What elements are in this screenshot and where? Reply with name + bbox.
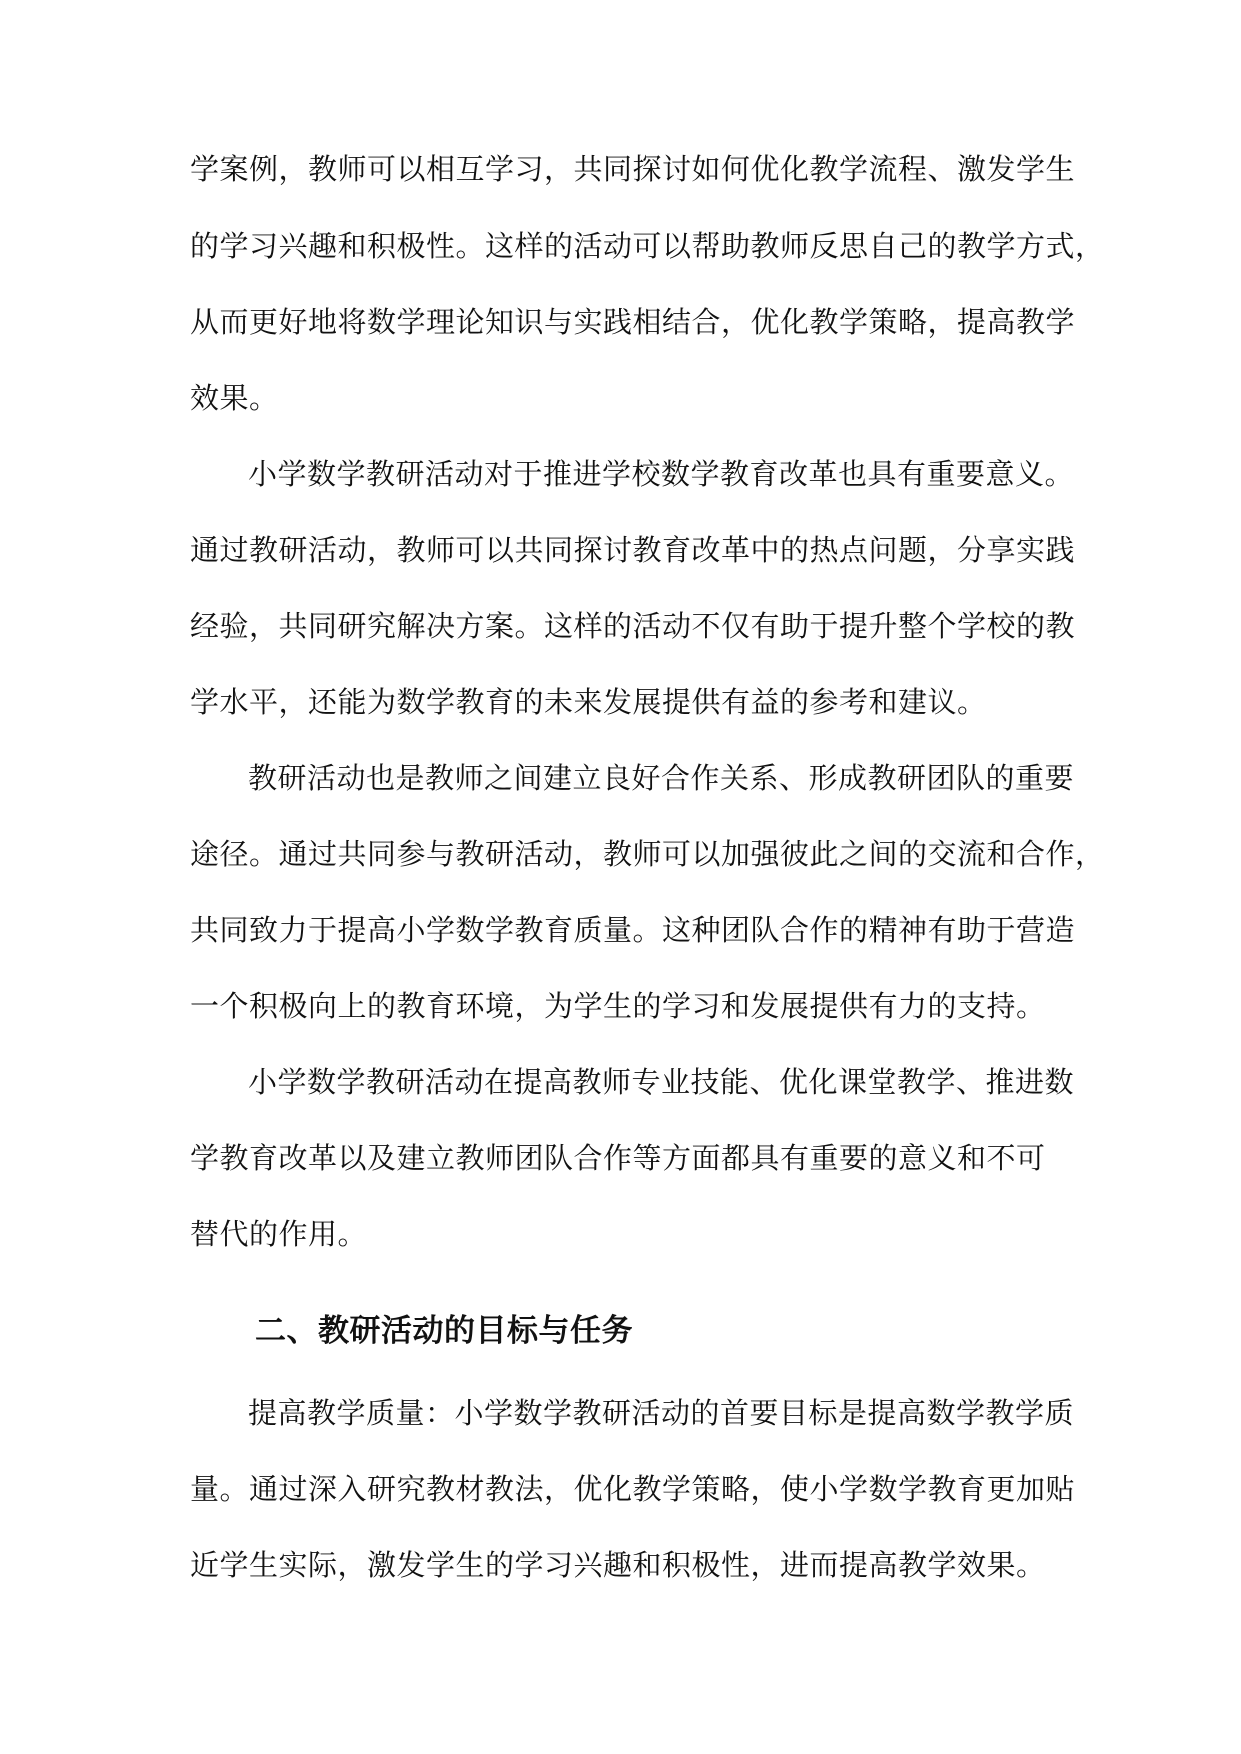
paragraph-line: 共同致力于提高小学数学教育质量。这种团队合作的精神有助于营造 bbox=[190, 913, 1076, 947]
paragraph-line: 小学数学教研活动在提高教师专业技能、优化课堂教学、推进数 bbox=[248, 1065, 1075, 1099]
paragraph-line: 小学数学教研活动对于推进学校数学教育改革也具有重要意义。 bbox=[248, 457, 1075, 491]
paragraph-line: 通过教研活动，教师可以共同探讨教育改革中的热点问题，分享实践 bbox=[190, 533, 1076, 567]
section-heading: 二、教研活动的目标与任务 bbox=[255, 1313, 633, 1349]
paragraph-line: 经验，共同研究解决方案。这样的活动不仅有助于提升整个学校的教 bbox=[190, 609, 1076, 643]
paragraph-line: 量。通过深入研究教材教法，优化教学策略，使小学数学教育更加贴 bbox=[190, 1472, 1076, 1506]
paragraph-line: 一个积极向上的教育环境，为学生的学习和发展提供有力的支持。 bbox=[190, 989, 1046, 1023]
paragraph-line: 学教育改革以及建立教师团队合作等方面都具有重要的意义和不可 bbox=[190, 1141, 1046, 1175]
paragraph-line: 的学习兴趣和积极性。这样的活动可以帮助教师反思自己的教学方式， bbox=[190, 229, 1105, 263]
paragraph-line: 途径。通过共同参与教研活动，教师可以加强彼此之间的交流和合作， bbox=[190, 837, 1105, 871]
paragraph-line: 近学生实际，激发学生的学习兴趣和积极性，进而提高教学效果。 bbox=[190, 1548, 1046, 1582]
paragraph-line: 替代的作用。 bbox=[190, 1217, 368, 1251]
paragraph-line: 学案例，教师可以相互学习，共同探讨如何优化教学流程、激发学生 bbox=[190, 152, 1076, 186]
paragraph-line: 教研活动也是教师之间建立良好合作关系、形成教研团队的重要 bbox=[248, 761, 1075, 795]
paragraph-line: 提高教学质量：小学数学教研活动的首要目标是提高数学教学质 bbox=[248, 1396, 1075, 1430]
paragraph-line: 效果。 bbox=[190, 381, 279, 415]
paragraph-line: 从而更好地将数学理论知识与实践相结合，优化教学策略，提高教学 bbox=[190, 305, 1076, 339]
paragraph-line: 学水平，还能为数学教育的未来发展提供有益的参考和建议。 bbox=[190, 685, 987, 719]
